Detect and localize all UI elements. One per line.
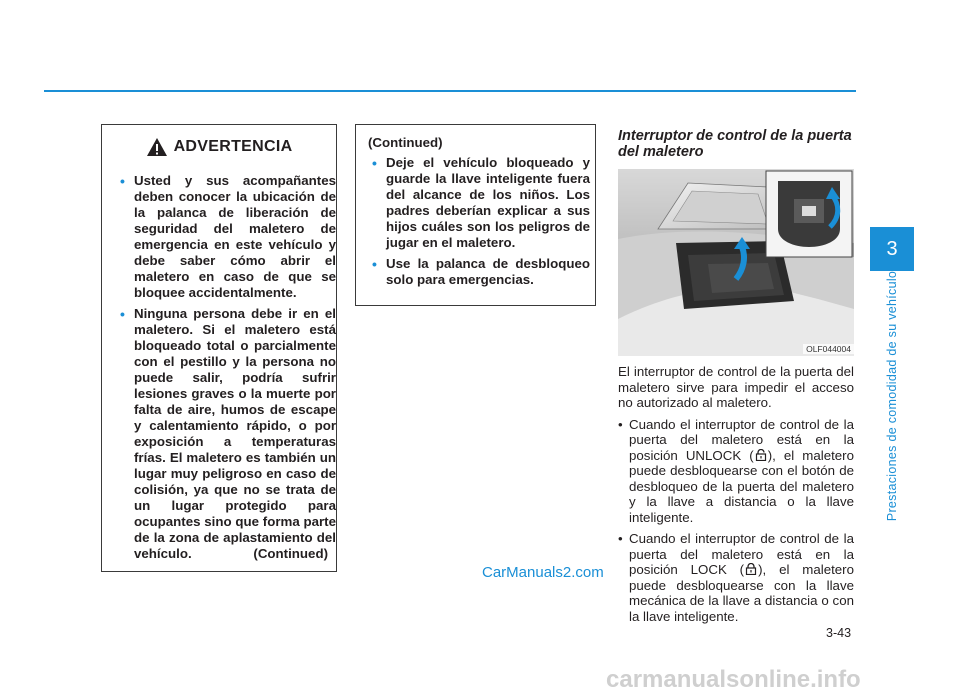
watermark-link[interactable]: CarManuals2.com	[482, 564, 604, 581]
lock-text-end: ), el maletero puede desbloquearse con la llave mecánica de la llave a distancia o con la llave inteligente.	[629, 562, 854, 624]
warning-continued-label: (Continued)	[253, 546, 328, 561]
warning-title: ADVERTENCIA	[173, 138, 293, 155]
warning-triangle-icon	[146, 137, 168, 157]
continued-warning-box	[355, 124, 596, 306]
continued-body	[366, 155, 590, 293]
unlock-item	[618, 417, 854, 526]
continued-item: • Use la palanca de desbloqueo solo para emergencias.	[366, 256, 590, 288]
section-intro: El interruptor de control de la puerta del maletero sirve para impedir el acceso no autorizado al maletero.	[618, 364, 854, 410]
warning-list	[114, 173, 336, 562]
warning-item: • Ninguna persona debe ir en el maletero. Si el maletero está bloqueado total o parcialmente con el pestillo y la persona no puede salir, podría sufrir lesiones graves o la muerte por falta de aire, humos de escape y calentamiento rápido, o por exposición a temperaturas frías. El maletero es también un lugar muy peligroso en caso de colisión, ya que no se trata de un lugar protegido para ocupantes sino que forma parte de la zona de aplastamiento del vehículo.	[114, 306, 336, 562]
continued-heading: (Continued)	[368, 135, 443, 150]
watermark-footer: carmanualsonline.info	[606, 666, 861, 693]
warning-box	[101, 124, 337, 572]
unlock-text-start: Cuando el interruptor de control de la puerta del maletero está en la posición UNLOCK (	[629, 416, 854, 463]
unlock-text-end: ), el maletero puede desbloquearse con el botón de desbloqueo de la puerta del maletero y la llave a distancia o la llave inteligente.	[629, 447, 854, 525]
image-code: OLF044004	[803, 344, 854, 354]
warning-body	[114, 173, 336, 567]
lock-text-start: Cuando el interruptor de control de la puerta del maletero está en la posición LOCK (	[629, 531, 854, 577]
warning-item: • Usted y sus acompañantes deben conocer la ubicación de la palanca de liberación de seguridad del maletero de emergencia en este vehículo y debe saber cómo abrir el maletero en caso de que se bloquee accidentalmente.	[114, 173, 336, 301]
page-number: 3-43	[826, 626, 852, 640]
warning-header	[102, 125, 336, 169]
lock-item	[618, 531, 854, 624]
chapter-number-tab: 3	[870, 227, 914, 271]
trunk-photo	[618, 169, 854, 356]
chapter-title: Prestaciones de comodidad de su vehículo	[885, 270, 899, 522]
trunk-illustration	[618, 169, 854, 356]
section-title: Interruptor de control de la puerta del maletero	[618, 128, 852, 160]
continued-item: • Deje el vehículo bloqueado y guarde la llave inteligente fuera del alcance de los niños. Los padres deberían explicar a sus hijos cuáles son los peligros de jugar en el maletero.	[366, 155, 590, 251]
section-list	[618, 417, 854, 625]
section-body	[618, 364, 854, 630]
lock-icon	[745, 563, 757, 575]
continued-list	[366, 155, 590, 288]
header-rule	[44, 90, 856, 92]
unlock-icon	[755, 449, 767, 461]
